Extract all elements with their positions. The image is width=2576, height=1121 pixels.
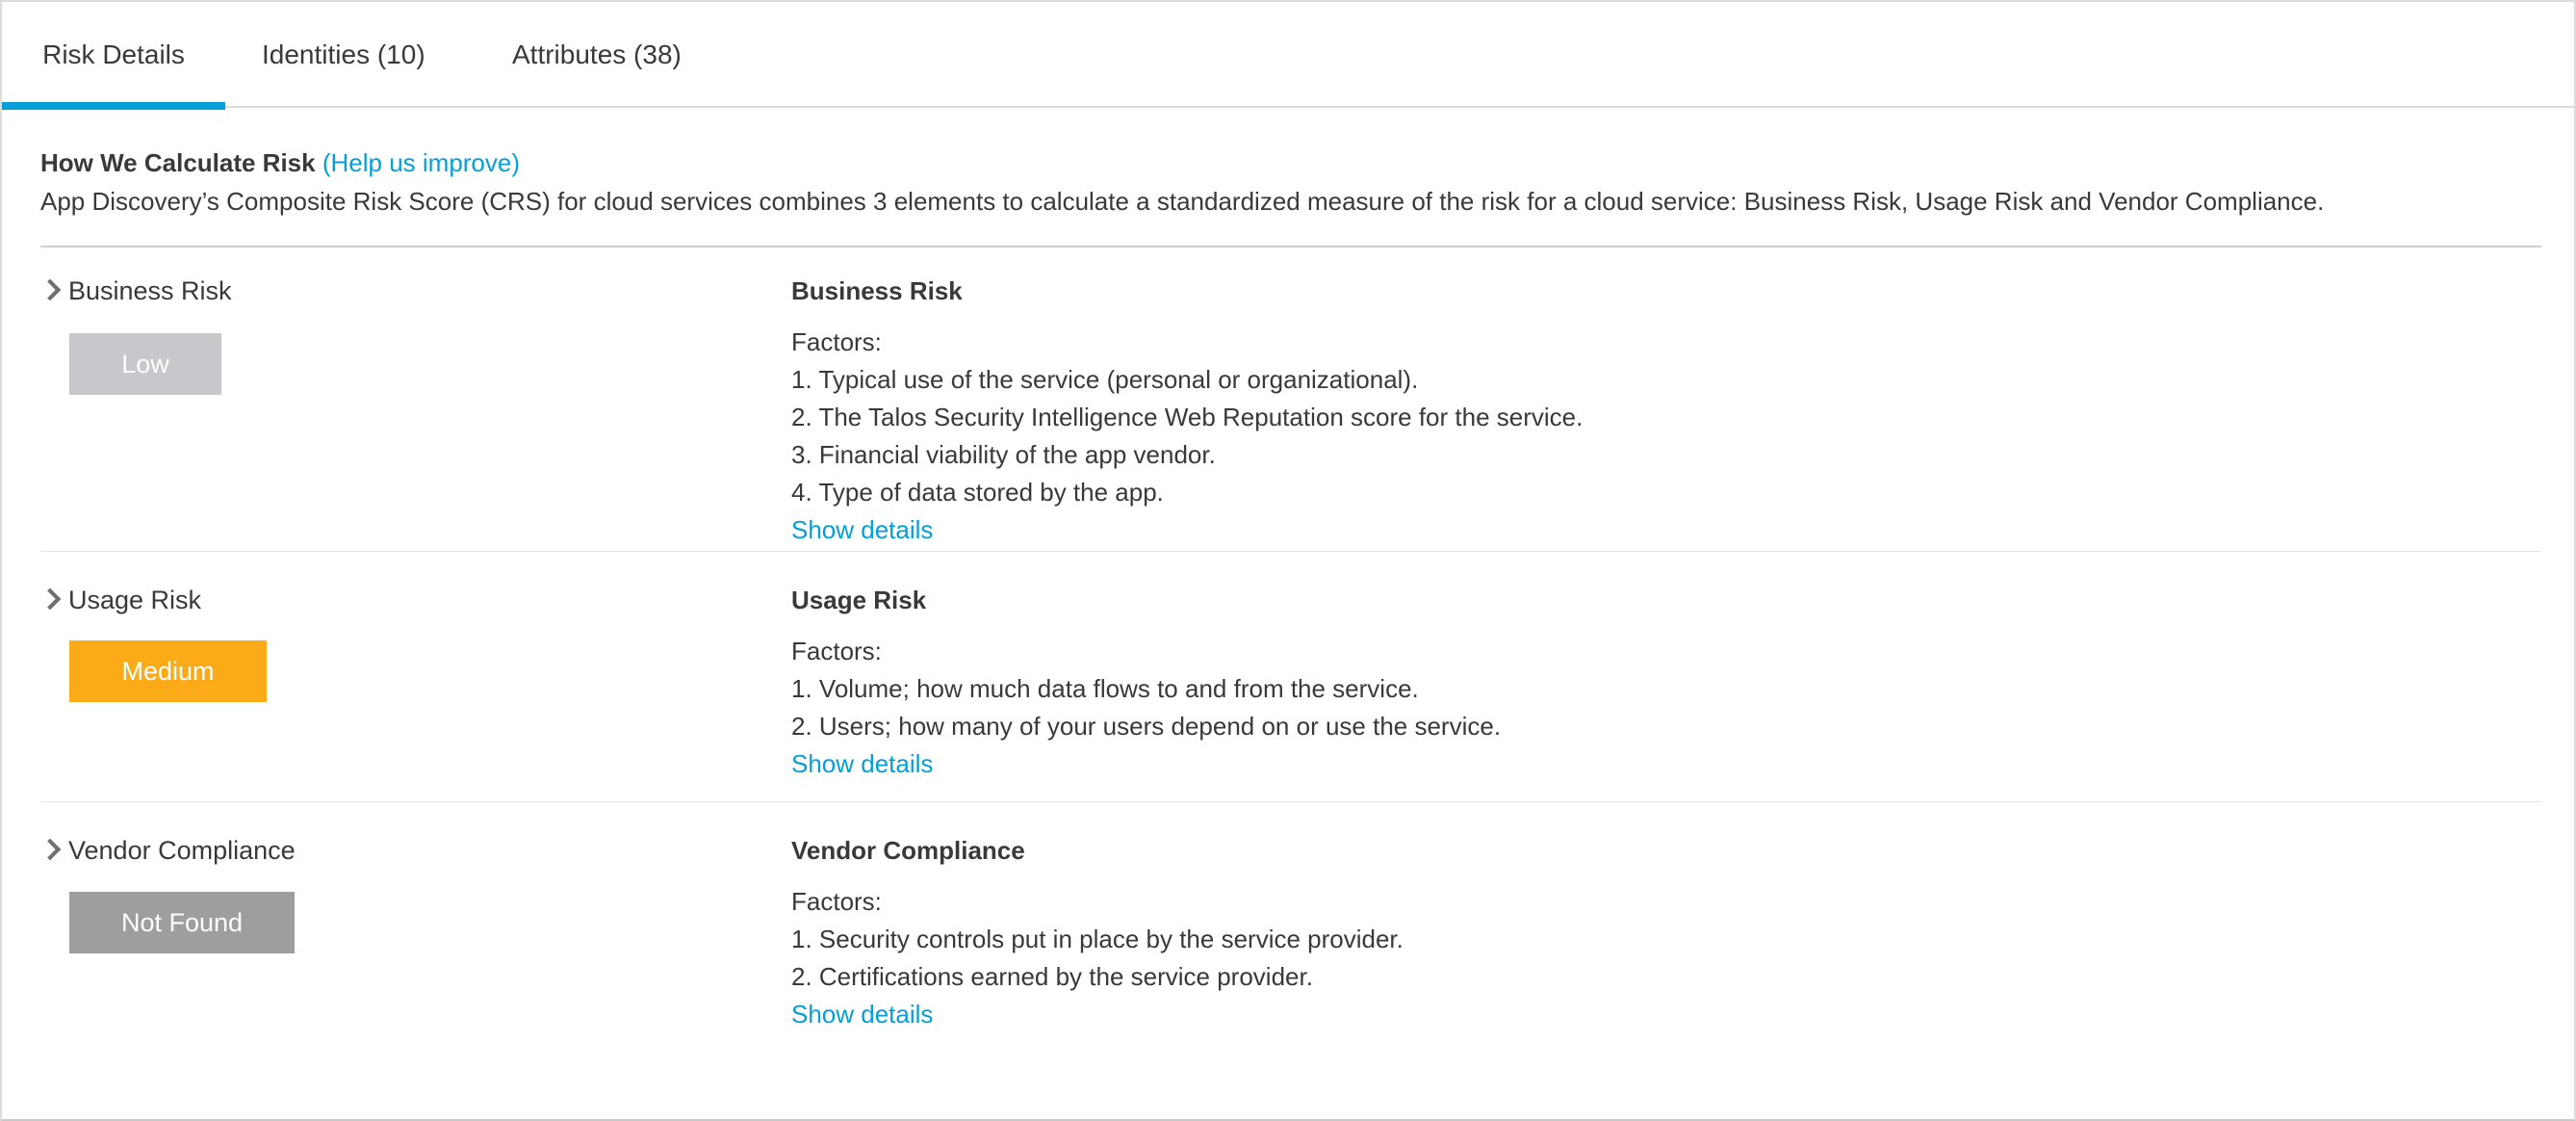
intro-title: How We Calculate Risk [40,148,316,177]
factor-item: 3. Financial viability of the app vendor. [791,440,1216,469]
help-us-improve-link[interactable]: (Help us improve) [322,148,521,177]
business-risk-toggle[interactable]: Business Risk [68,276,232,305]
factor-item: 2. Certifications earned by the service provider. [791,962,1313,991]
divider [40,551,2541,552]
chevron-right-icon[interactable] [39,839,62,861]
show-details-link[interactable]: Show details [791,1000,934,1029]
business-risk-details [791,276,1584,544]
tab-bar [2,2,2574,108]
chevron-right-icon[interactable] [39,279,62,301]
usage-risk-details [791,586,1502,778]
usage-risk-badge: Medium [69,640,267,702]
vendor-compliance-details [791,836,1404,1029]
factor-item: 1. Typical use of the service (personal or organizational). [791,365,1419,394]
usage-risk-toggle[interactable]: Usage Risk [68,586,202,614]
business-risk-heading: Business Risk [791,276,963,305]
factor-item: 4. Type of data stored by the app. [791,478,1164,507]
tab-attributes[interactable]: Attributes (38) [512,39,682,69]
factors-label: Factors: [791,327,882,356]
intro-description: App Discovery’s Composite Risk Score (CRS) for cloud services combines 3 elements to calculate a standardized measure of the risk for a cloud service: Business Risk, Usage Risk and Vendor Compliance. [40,187,2325,216]
factor-item: 1. Security controls put in place by the service provider. [791,925,1404,953]
divider [40,801,2541,802]
factor-item: 2. The Talos Security Intelligence Web Reputation score for the service. [791,403,1584,431]
factor-item: 2. Users; how many of your users depend on or use the service. [791,712,1502,741]
chevron-right-icon[interactable] [39,588,62,611]
intro-heading [40,148,520,178]
vendor-compliance-heading: Vendor Compliance [791,836,1025,865]
business-risk-badge: Low [69,333,221,395]
usage-risk-heading: Usage Risk [791,586,927,614]
tab-identities[interactable]: Identities (10) [262,39,425,69]
factors-label: Factors: [791,887,882,916]
factors-label: Factors: [791,637,882,665]
tab-risk-details[interactable]: Risk Details [2,2,225,108]
divider [40,246,2541,248]
show-details-link[interactable]: Show details [791,749,934,778]
vendor-compliance-badge: Not Found [69,892,295,953]
factor-item: 1. Volume; how much data flows to and from the service. [791,674,1419,703]
show-details-link[interactable]: Show details [791,515,934,544]
vendor-compliance-toggle[interactable]: Vendor Compliance [68,836,296,865]
